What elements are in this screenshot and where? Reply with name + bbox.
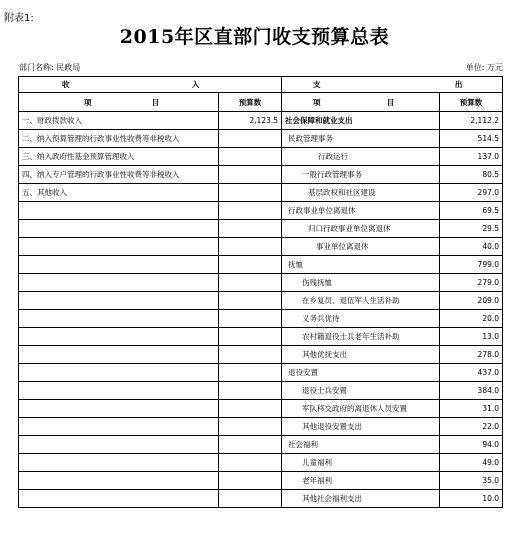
table-row — [19, 292, 503, 310]
table-row — [19, 400, 503, 418]
budget-table — [18, 76, 503, 508]
income-item-cell — [19, 436, 219, 454]
expense-item-cell: 其他社会福利支出 — [282, 490, 440, 508]
expense-budget-cell: 10.0 — [440, 490, 503, 508]
expense-item-header — [282, 93, 440, 112]
expense-item-cell: 退役安置 — [282, 364, 440, 382]
table-row — [19, 382, 503, 400]
expense-item-cell: 事业单位离退休 — [282, 238, 440, 256]
expense-budget-header: 预算数 — [440, 93, 503, 112]
income-item-cell — [19, 364, 219, 382]
income-item-cell — [19, 310, 219, 328]
expense-item-cell: 伤残抚恤 — [282, 274, 440, 292]
expense-budget-cell: 69.5 — [440, 202, 503, 220]
income-budget-cell — [219, 238, 282, 256]
income-item-cell: 四、纳入专户管理的行政事业性收费等非税收入 — [19, 166, 219, 184]
income-item-cell — [19, 292, 219, 310]
income-item-cell: 五、其他收入 — [19, 184, 219, 202]
income-budget-cell — [219, 184, 282, 202]
income-header-char-1: 收 — [62, 80, 70, 89]
expense-budget-cell: 22.0 — [440, 418, 503, 436]
income-budget-cell — [219, 454, 282, 472]
expense-item-cell: 其他优抚支出 — [282, 346, 440, 364]
expense-item-cell: 军队移交政府的离退休人员安置 — [282, 400, 440, 418]
income-section-header — [19, 77, 282, 93]
expense-budget-cell: 2,112.2 — [440, 112, 503, 130]
income-item-cell — [19, 400, 219, 418]
expense-budget-cell: 94.0 — [440, 436, 503, 454]
expense-budget-cell: 209.0 — [440, 292, 503, 310]
expense-budget-cell: 40.0 — [440, 238, 503, 256]
income-budget-cell — [219, 220, 282, 238]
income-item-cell — [19, 274, 219, 292]
income-item-cell — [19, 328, 219, 346]
expense-item-cell: 民政管理事务 — [282, 130, 440, 148]
expense-budget-cell: 279.0 — [440, 274, 503, 292]
expense-budget-cell: 384.0 — [440, 382, 503, 400]
income-item-cell — [19, 472, 219, 490]
expense-item-cell: 儿童福利 — [282, 454, 440, 472]
income-item-header — [19, 93, 219, 112]
income-budget-cell — [219, 148, 282, 166]
table-row — [19, 346, 503, 364]
expense-item-cell: 抚恤 — [282, 256, 440, 274]
income-item-cell — [19, 490, 219, 508]
expense-budget-cell: 80.5 — [440, 166, 503, 184]
expense-item-cell: 行政运行 — [282, 148, 440, 166]
income-budget-cell — [219, 256, 282, 274]
income-budget-cell — [219, 328, 282, 346]
income-item-cell — [19, 202, 219, 220]
expense-budget-cell: 49.0 — [440, 454, 503, 472]
expense-budget-cell: 31.0 — [440, 400, 503, 418]
table-row — [19, 184, 503, 202]
income-budget-cell — [219, 310, 282, 328]
income-item-cell: 一、财政拨款收入 — [19, 112, 219, 130]
expense-item-cell: 其他退役安置支出 — [282, 418, 440, 436]
income-budget-cell — [219, 364, 282, 382]
table-row — [19, 436, 503, 454]
table-row — [19, 202, 503, 220]
table-row — [19, 238, 503, 256]
expense-header-char-2: 出 — [454, 80, 463, 89]
income-item-cell — [19, 454, 219, 472]
table-row — [19, 130, 503, 148]
income-item-header-char-1: 项 — [84, 97, 92, 107]
income-item-cell — [19, 238, 219, 256]
income-budget-cell — [219, 418, 282, 436]
expense-item-cell: 社会保障和就业支出 — [282, 112, 440, 130]
income-header-char-2: 入 — [191, 80, 200, 89]
expense-section-header — [282, 77, 503, 93]
expense-item-cell: 行政事业单位离退休 — [282, 202, 440, 220]
income-budget-cell — [219, 274, 282, 292]
table-row — [19, 256, 503, 274]
expense-item-cell: 农村籍退役士兵老年生活补助 — [282, 328, 440, 346]
column-header-row — [19, 93, 503, 112]
expense-budget-cell: 514.5 — [440, 130, 503, 148]
income-budget-cell — [219, 346, 282, 364]
income-item-header-char-2: 目 — [151, 97, 160, 107]
income-budget-cell — [219, 490, 282, 508]
expense-item-cell: 基层政权和社区建设 — [282, 184, 440, 202]
table-row — [19, 454, 503, 472]
income-budget-cell — [219, 472, 282, 490]
income-budget-cell — [219, 166, 282, 184]
expense-item-cell: 一般行政管理事务 — [282, 166, 440, 184]
expense-header-char-1: 支 — [313, 80, 321, 89]
expense-budget-cell: 278.0 — [440, 346, 503, 364]
attachment-label: 附表1: — [4, 13, 34, 24]
expense-item-cell: 退役士兵安置 — [282, 382, 440, 400]
income-item-cell — [19, 256, 219, 274]
income-budget-cell — [219, 436, 282, 454]
table-row — [19, 418, 503, 436]
expense-budget-cell: 297.0 — [440, 184, 503, 202]
table-row — [19, 112, 503, 130]
table-row — [19, 472, 503, 490]
unit-label: 单位: 万元 — [465, 63, 503, 72]
expense-budget-cell: 13.0 — [440, 328, 503, 346]
income-budget-header: 预算数 — [219, 93, 282, 112]
table-row — [19, 148, 503, 166]
income-item-cell — [19, 220, 219, 238]
income-budget-cell — [219, 292, 282, 310]
expense-budget-cell: 20.0 — [440, 310, 503, 328]
table-row — [19, 328, 503, 346]
income-budget-cell — [219, 382, 282, 400]
table-row — [19, 274, 503, 292]
expense-item-cell: 归口行政事业单位离退休 — [282, 220, 440, 238]
expense-item-cell: 义务兵优待 — [282, 310, 440, 328]
table-row — [19, 166, 503, 184]
income-item-cell — [19, 418, 219, 436]
income-budget-cell — [219, 130, 282, 148]
department-name: 部门名称: 民政局 — [19, 63, 81, 72]
expense-item-header-char-2: 目 — [386, 97, 395, 107]
expense-budget-cell: 437.0 — [440, 364, 503, 382]
table-row — [19, 364, 503, 382]
income-item-cell: 二、纳入预算管理的行政事业性收费等非税收入 — [19, 130, 219, 148]
expense-item-cell: 在乡复员、退伍军人生活补助 — [282, 292, 440, 310]
income-budget-cell — [219, 202, 282, 220]
table-row — [19, 220, 503, 238]
page-title: 2015年区直部门收支预算总表 — [119, 26, 390, 48]
expense-budget-cell: 35.0 — [440, 472, 503, 490]
income-budget-cell — [219, 400, 282, 418]
table-row — [19, 310, 503, 328]
section-header-row — [19, 77, 503, 93]
expense-item-header-char-1: 项 — [313, 97, 321, 107]
income-item-cell — [19, 346, 219, 364]
income-item-cell: 三、纳入政府性基金预算管理收入 — [19, 148, 219, 166]
expense-item-cell: 老年福利 — [282, 472, 440, 490]
expense-budget-cell: 799.0 — [440, 256, 503, 274]
expense-item-cell: 社会福利 — [282, 436, 440, 454]
expense-budget-cell: 29.5 — [440, 220, 503, 238]
table-row — [19, 490, 503, 508]
income-budget-cell: 2,123.5 — [219, 112, 282, 130]
expense-budget-cell: 137.0 — [440, 148, 503, 166]
income-item-cell — [19, 382, 219, 400]
